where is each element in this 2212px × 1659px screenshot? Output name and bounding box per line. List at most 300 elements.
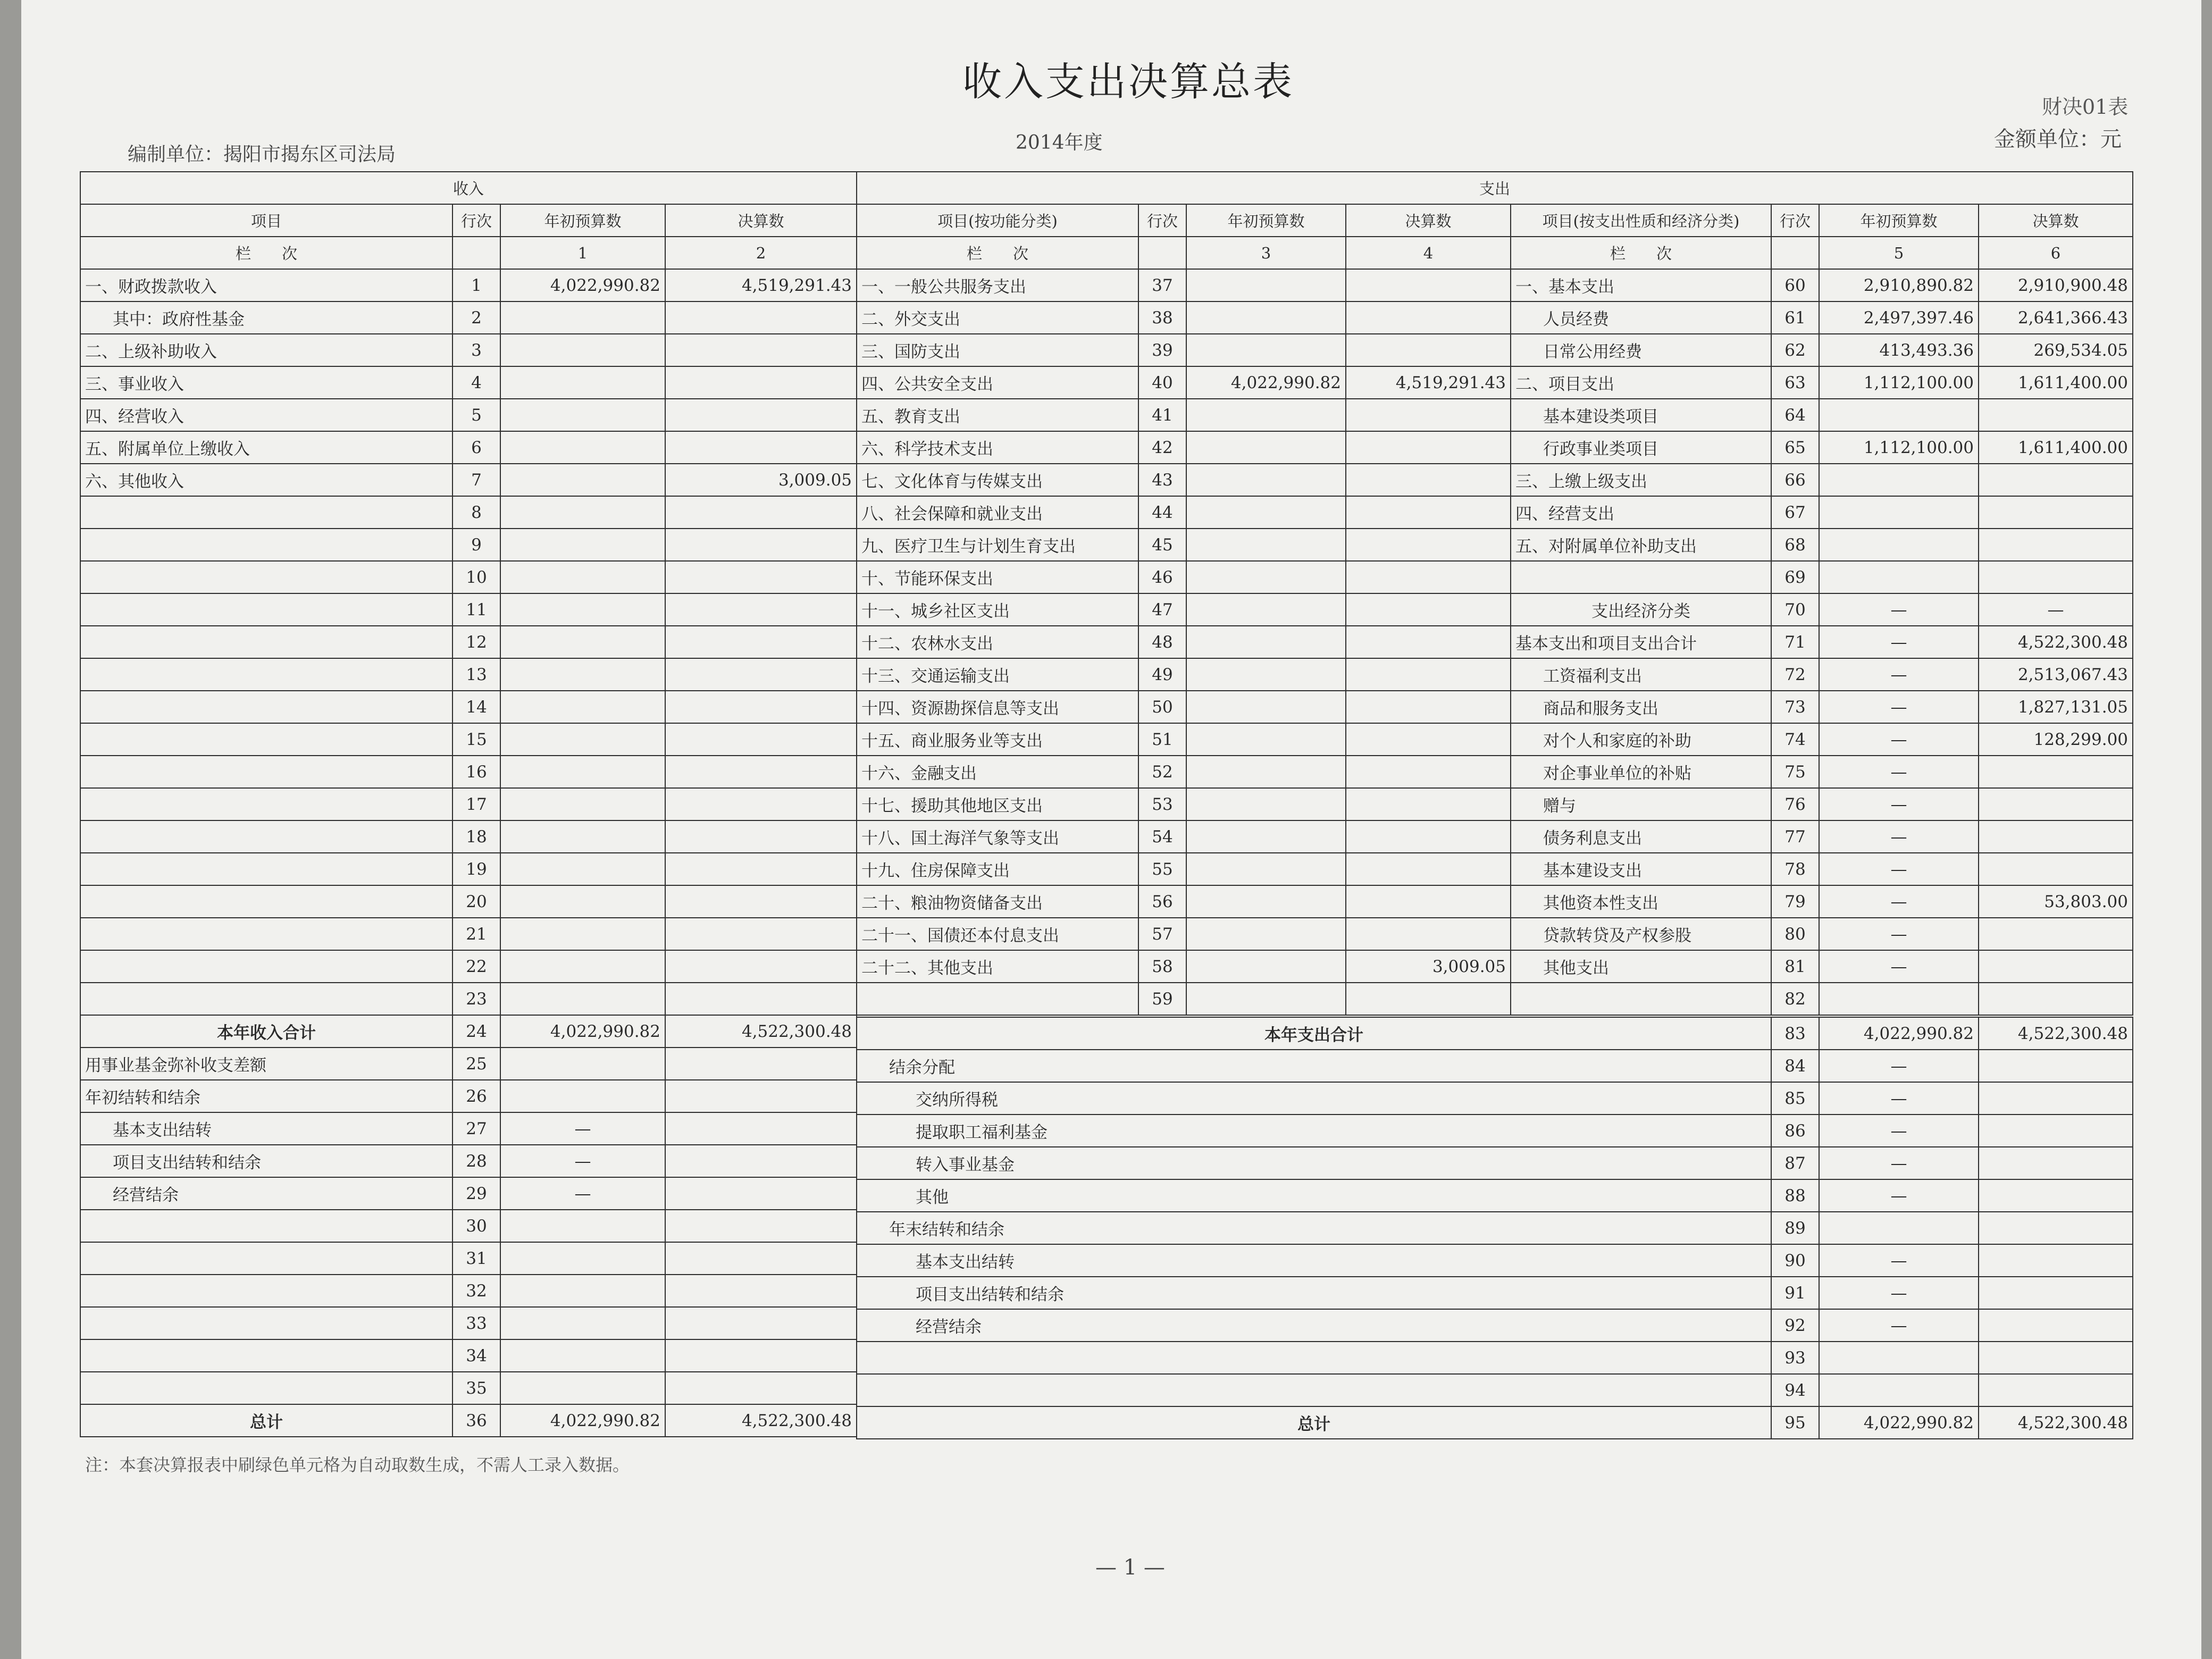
expense-row bbox=[857, 301, 2133, 334]
income-item-label bbox=[80, 1339, 453, 1372]
func-budget-value bbox=[1186, 756, 1346, 788]
income-final-value: 4,522,300.48 bbox=[665, 1015, 857, 1048]
income-row-no: 14 bbox=[453, 691, 500, 723]
expense-summary-row bbox=[857, 1115, 2133, 1147]
income-item-label bbox=[80, 853, 453, 885]
income-final-value bbox=[665, 301, 857, 334]
income-row-no: 13 bbox=[453, 658, 500, 691]
income-budget-value bbox=[500, 1242, 665, 1275]
summary-budget-value: — bbox=[1819, 1277, 1979, 1309]
income-row bbox=[80, 950, 857, 983]
econ-final-value bbox=[1979, 853, 2133, 885]
expense-row bbox=[857, 561, 2133, 593]
summary-budget-value: — bbox=[1819, 1309, 1979, 1342]
econ-row-no: 77 bbox=[1771, 820, 1819, 853]
income-row-no: 4 bbox=[453, 366, 500, 399]
summary-final-value bbox=[1979, 1212, 2133, 1244]
func-item-label: 十七、援助其他地区支出 bbox=[857, 788, 1138, 820]
income-row-no: 24 bbox=[453, 1015, 500, 1048]
econ-budget-value: — bbox=[1819, 788, 1979, 820]
func-final-value: 3,009.05 bbox=[1346, 950, 1511, 983]
income-budget-value bbox=[500, 885, 665, 918]
func-row-no: 40 bbox=[1138, 366, 1186, 399]
econ-final-value: 1,611,400.00 bbox=[1979, 366, 2133, 399]
econ-budget-value: 2,497,397.46 bbox=[1819, 301, 1979, 334]
func-budget-value bbox=[1186, 788, 1346, 820]
econ-item-label: 贷款转贷及产权参股 bbox=[1511, 918, 1771, 950]
income-row-no: 17 bbox=[453, 788, 500, 820]
income-final-value bbox=[665, 431, 857, 464]
income-final-value bbox=[665, 1177, 857, 1210]
income-final-value bbox=[665, 1372, 857, 1404]
summary-row-no: 88 bbox=[1771, 1179, 1819, 1212]
expense-row bbox=[857, 431, 2133, 464]
econ-row-no: 72 bbox=[1771, 658, 1819, 691]
income-row bbox=[80, 756, 857, 788]
func-final-value bbox=[1346, 301, 1511, 334]
summary-item-label: 提取职工福利基金 bbox=[857, 1115, 1771, 1147]
summary-budget-value: — bbox=[1819, 1115, 1979, 1147]
column-index-6: 6 bbox=[1979, 237, 2133, 269]
income-budget-value bbox=[500, 301, 665, 334]
income-item-label: 年初结转和结余 bbox=[80, 1080, 453, 1112]
income-row-no: 27 bbox=[453, 1112, 500, 1145]
income-row-no: 1 bbox=[453, 269, 500, 301]
expense-row bbox=[857, 626, 2133, 658]
summary-final-value bbox=[1979, 1342, 2133, 1374]
summary-row-no: 95 bbox=[1771, 1406, 1819, 1439]
summary-budget-value bbox=[1819, 1212, 1979, 1244]
func-budget-value bbox=[1186, 269, 1346, 301]
summary-item-label bbox=[857, 1374, 1771, 1406]
income-row-no: 2 bbox=[453, 301, 500, 334]
expense-table bbox=[856, 171, 2133, 1016]
summary-item-label: 本年支出合计 bbox=[857, 1017, 1771, 1050]
income-row-no: 31 bbox=[453, 1242, 500, 1275]
income-row bbox=[80, 691, 857, 723]
summary-row-no: 84 bbox=[1771, 1050, 1819, 1082]
income-budget-value: — bbox=[500, 1112, 665, 1145]
income-row-no: 18 bbox=[453, 820, 500, 853]
income-row bbox=[80, 1275, 857, 1307]
income-final-value bbox=[665, 658, 857, 691]
summary-final-value: 4,522,300.48 bbox=[1979, 1017, 2133, 1050]
income-final-value bbox=[665, 1145, 857, 1177]
income-budget-value bbox=[500, 756, 665, 788]
income-item-label bbox=[80, 1307, 453, 1339]
report-sheet bbox=[21, 0, 2201, 1659]
econ-budget-value: — bbox=[1819, 885, 1979, 918]
income-row bbox=[80, 983, 857, 1015]
expense-summary-row bbox=[857, 1017, 2133, 1050]
income-final-value bbox=[665, 593, 857, 626]
expense-row bbox=[857, 366, 2133, 399]
func-final-value bbox=[1346, 918, 1511, 950]
func-row-no: 56 bbox=[1138, 885, 1186, 918]
func-item-label: 九、医疗卫生与计划生育支出 bbox=[857, 529, 1138, 561]
econ-budget-value: — bbox=[1819, 658, 1979, 691]
summary-item-label: 交纳所得税 bbox=[857, 1082, 1771, 1115]
income-budget-value bbox=[500, 1372, 665, 1404]
econ-item-label bbox=[1511, 561, 1771, 593]
expense-row bbox=[857, 334, 2133, 366]
income-final-value bbox=[665, 756, 857, 788]
func-budget-value bbox=[1186, 593, 1346, 626]
econ-budget-value: — bbox=[1819, 626, 1979, 658]
income-budget-value bbox=[500, 431, 665, 464]
compiling-unit: 编制单位：揭阳市揭东区司法局 bbox=[128, 144, 396, 165]
econ-row-no: 81 bbox=[1771, 950, 1819, 983]
func-final-value bbox=[1346, 788, 1511, 820]
func-item-label: 四、公共安全支出 bbox=[857, 366, 1138, 399]
income-budget-value bbox=[500, 399, 665, 431]
col-item: 项目 bbox=[80, 204, 453, 237]
econ-budget-value bbox=[1819, 529, 1979, 561]
econ-budget-value: — bbox=[1819, 853, 1979, 885]
income-row bbox=[80, 1339, 857, 1372]
func-budget-value bbox=[1186, 658, 1346, 691]
income-item-label: 项目支出结转和结余 bbox=[80, 1145, 453, 1177]
summary-item-label: 其他 bbox=[857, 1179, 1771, 1212]
func-budget-value bbox=[1186, 431, 1346, 464]
econ-item-label: 债务利息支出 bbox=[1511, 820, 1771, 853]
econ-row-no: 82 bbox=[1771, 983, 1819, 1015]
income-row bbox=[80, 918, 857, 950]
summary-row-no: 89 bbox=[1771, 1212, 1819, 1244]
summary-final-value bbox=[1979, 1147, 2133, 1179]
summary-budget-value: — bbox=[1819, 1244, 1979, 1277]
column-index-blank bbox=[1138, 237, 1186, 269]
income-row-no: 22 bbox=[453, 950, 500, 983]
econ-final-value: 1,611,400.00 bbox=[1979, 431, 2133, 464]
income-item-label bbox=[80, 950, 453, 983]
income-budget-value: — bbox=[500, 1177, 665, 1210]
income-final-value bbox=[665, 820, 857, 853]
func-final-value bbox=[1346, 431, 1511, 464]
income-final-value bbox=[665, 529, 857, 561]
expense-summary-row bbox=[857, 1147, 2133, 1179]
income-row-no: 23 bbox=[453, 983, 500, 1015]
func-item-label: 二十一、国债还本付息支出 bbox=[857, 918, 1138, 950]
income-row bbox=[80, 464, 857, 496]
func-row-no: 37 bbox=[1138, 269, 1186, 301]
income-item-label bbox=[80, 1210, 453, 1242]
summary-budget-value bbox=[1819, 1374, 1979, 1406]
econ-row-no: 68 bbox=[1771, 529, 1819, 561]
income-final-value bbox=[665, 334, 857, 366]
col-budget: 年初预算数 bbox=[500, 204, 665, 237]
summary-final-value bbox=[1979, 1050, 2133, 1082]
expense-row bbox=[857, 496, 2133, 529]
func-budget-value bbox=[1186, 561, 1346, 593]
income-final-value bbox=[665, 1080, 857, 1112]
income-row bbox=[80, 1015, 857, 1048]
column-index-blank bbox=[1771, 237, 1819, 269]
econ-final-value bbox=[1979, 918, 2133, 950]
func-budget-value bbox=[1186, 464, 1346, 496]
income-budget-value bbox=[500, 1048, 665, 1080]
income-row bbox=[80, 626, 857, 658]
expense-row bbox=[857, 853, 2133, 885]
summary-budget-value: — bbox=[1819, 1050, 1979, 1082]
func-row-no: 58 bbox=[1138, 950, 1186, 983]
income-section-header: 收入 bbox=[80, 172, 857, 204]
income-row bbox=[80, 334, 857, 366]
expense-summary-row bbox=[857, 1342, 2133, 1374]
income-item-label: 二、上级补助收入 bbox=[80, 334, 453, 366]
func-final-value: 4,519,291.43 bbox=[1346, 366, 1511, 399]
econ-row-no: 74 bbox=[1771, 723, 1819, 756]
income-final-value bbox=[665, 983, 857, 1015]
func-budget-value bbox=[1186, 918, 1346, 950]
column-index-3: 3 bbox=[1186, 237, 1346, 269]
expense-summary-row bbox=[857, 1082, 2133, 1115]
income-row-no: 12 bbox=[453, 626, 500, 658]
func-final-value bbox=[1346, 561, 1511, 593]
summary-item-label: 基本支出结转 bbox=[857, 1244, 1771, 1277]
func-final-value bbox=[1346, 983, 1511, 1015]
econ-budget-value: 1,112,100.00 bbox=[1819, 431, 1979, 464]
income-budget-value bbox=[500, 464, 665, 496]
report-title: 收入支出决算总表 bbox=[962, 59, 1294, 105]
income-row bbox=[80, 593, 857, 626]
func-final-value bbox=[1346, 885, 1511, 918]
func-row-no: 45 bbox=[1138, 529, 1186, 561]
income-row-no: 15 bbox=[453, 723, 500, 756]
func-item-label: 二十二、其他支出 bbox=[857, 950, 1138, 983]
summary-row-no: 91 bbox=[1771, 1277, 1819, 1309]
func-item-label: 十五、商业服务业等支出 bbox=[857, 723, 1138, 756]
income-item-label: 其中：政府性基金 bbox=[80, 301, 453, 334]
func-final-value bbox=[1346, 593, 1511, 626]
func-budget-value bbox=[1186, 626, 1346, 658]
income-row-no: 10 bbox=[453, 561, 500, 593]
report-year: 2014年度 bbox=[1016, 132, 1103, 154]
income-budget-value bbox=[500, 658, 665, 691]
expense-row bbox=[857, 788, 2133, 820]
income-budget-value bbox=[500, 1307, 665, 1339]
func-final-value bbox=[1346, 756, 1511, 788]
econ-item-label: 支出经济分类 bbox=[1511, 593, 1771, 626]
func-budget-value bbox=[1186, 853, 1346, 885]
econ-item-label: 日常公用经费 bbox=[1511, 334, 1771, 366]
econ-item-label bbox=[1511, 983, 1771, 1015]
summary-final-value bbox=[1979, 1115, 2133, 1147]
func-item-label bbox=[857, 983, 1138, 1015]
econ-row-no: 80 bbox=[1771, 918, 1819, 950]
summary-item-label: 总计 bbox=[857, 1406, 1771, 1439]
col-final: 决算数 bbox=[1979, 204, 2133, 237]
summary-row-no: 86 bbox=[1771, 1115, 1819, 1147]
income-budget-value: 4,022,990.82 bbox=[500, 1015, 665, 1048]
income-item-label: 本年收入合计 bbox=[80, 1015, 453, 1048]
income-final-value bbox=[665, 1112, 857, 1145]
func-item-label: 十四、资源勘探信息等支出 bbox=[857, 691, 1138, 723]
func-final-value bbox=[1346, 529, 1511, 561]
summary-budget-value: — bbox=[1819, 1082, 1979, 1115]
econ-row-no: 66 bbox=[1771, 464, 1819, 496]
col-row-no: 行次 bbox=[453, 204, 500, 237]
income-item-label: 用事业基金弥补收支差额 bbox=[80, 1048, 453, 1080]
econ-final-value bbox=[1979, 950, 2133, 983]
income-table bbox=[80, 171, 857, 1437]
income-final-value bbox=[665, 723, 857, 756]
income-final-value bbox=[665, 918, 857, 950]
econ-item-label: 对个人和家庭的补助 bbox=[1511, 723, 1771, 756]
column-index-label: 栏 次 bbox=[857, 237, 1138, 269]
expense-summary-row bbox=[857, 1309, 2133, 1342]
func-final-value bbox=[1346, 723, 1511, 756]
income-item-label bbox=[80, 1275, 453, 1307]
summary-budget-value bbox=[1819, 1342, 1979, 1374]
income-item-label: 六、其他收入 bbox=[80, 464, 453, 496]
func-budget-value bbox=[1186, 529, 1346, 561]
form-number: 财决01表 bbox=[2042, 95, 2129, 119]
func-item-label: 十一、城乡社区支出 bbox=[857, 593, 1138, 626]
income-row-no: 30 bbox=[453, 1210, 500, 1242]
econ-budget-value: 1,112,100.00 bbox=[1819, 366, 1979, 399]
expense-summary-row bbox=[857, 1212, 2133, 1244]
func-budget-value bbox=[1186, 496, 1346, 529]
income-row-no: 11 bbox=[453, 593, 500, 626]
income-final-value bbox=[665, 950, 857, 983]
econ-budget-value: — bbox=[1819, 950, 1979, 983]
func-item-label: 二十、粮油物资储备支出 bbox=[857, 885, 1138, 918]
econ-final-value bbox=[1979, 756, 2133, 788]
summary-item-label bbox=[857, 1342, 1771, 1374]
expense-row bbox=[857, 529, 2133, 561]
income-item-label bbox=[80, 1242, 453, 1275]
expense-summary-row bbox=[857, 1374, 2133, 1406]
expense-row bbox=[857, 691, 2133, 723]
amount-unit: 金额单位：元 bbox=[1994, 127, 2122, 152]
income-item-label bbox=[80, 918, 453, 950]
summary-budget-value: — bbox=[1819, 1147, 1979, 1179]
income-row-no: 34 bbox=[453, 1339, 500, 1372]
expense-row bbox=[857, 658, 2133, 691]
summary-item-label: 年末结转和结余 bbox=[857, 1212, 1771, 1244]
income-row bbox=[80, 658, 857, 691]
econ-row-no: 67 bbox=[1771, 496, 1819, 529]
income-final-value: 4,519,291.43 bbox=[665, 269, 857, 301]
econ-row-no: 63 bbox=[1771, 366, 1819, 399]
econ-final-value: 2,910,900.48 bbox=[1979, 269, 2133, 301]
income-budget-value bbox=[500, 561, 665, 593]
income-final-value bbox=[665, 1210, 857, 1242]
income-final-value bbox=[665, 885, 857, 918]
func-final-value bbox=[1346, 820, 1511, 853]
income-row bbox=[80, 529, 857, 561]
func-item-label: 十九、住房保障支出 bbox=[857, 853, 1138, 885]
income-row bbox=[80, 561, 857, 593]
col-row-no: 行次 bbox=[1771, 204, 1819, 237]
econ-row-no: 75 bbox=[1771, 756, 1819, 788]
econ-budget-value bbox=[1819, 464, 1979, 496]
column-index-label: 栏 次 bbox=[1511, 237, 1771, 269]
expense-row bbox=[857, 950, 2133, 983]
func-item-label: 一、一般公共服务支出 bbox=[857, 269, 1138, 301]
summary-budget-value: — bbox=[1819, 1179, 1979, 1212]
func-item-label: 十八、国土海洋气象等支出 bbox=[857, 820, 1138, 853]
income-final-value bbox=[665, 399, 857, 431]
income-row bbox=[80, 1242, 857, 1275]
func-budget-value bbox=[1186, 301, 1346, 334]
func-final-value bbox=[1346, 626, 1511, 658]
econ-final-value: — bbox=[1979, 593, 2133, 626]
income-row-no: 5 bbox=[453, 399, 500, 431]
income-item-label bbox=[80, 658, 453, 691]
econ-item-label: 行政事业类项目 bbox=[1511, 431, 1771, 464]
summary-final-value bbox=[1979, 1082, 2133, 1115]
income-item-label bbox=[80, 691, 453, 723]
income-final-value bbox=[665, 1275, 857, 1307]
econ-row-no: 60 bbox=[1771, 269, 1819, 301]
summary-final-value: 4,522,300.48 bbox=[1979, 1406, 2133, 1439]
column-index-4: 4 bbox=[1346, 237, 1511, 269]
func-budget-value bbox=[1186, 820, 1346, 853]
income-row-no: 29 bbox=[453, 1177, 500, 1210]
summary-final-value bbox=[1979, 1179, 2133, 1212]
expense-summary-row bbox=[857, 1244, 2133, 1277]
income-row-no: 8 bbox=[453, 496, 500, 529]
econ-final-value bbox=[1979, 496, 2133, 529]
income-row-no: 25 bbox=[453, 1048, 500, 1080]
income-final-value bbox=[665, 1307, 857, 1339]
func-final-value bbox=[1346, 334, 1511, 366]
econ-budget-value: — bbox=[1819, 691, 1979, 723]
income-item-label bbox=[80, 1372, 453, 1404]
income-row bbox=[80, 399, 857, 431]
income-budget-value bbox=[500, 1080, 665, 1112]
econ-budget-value bbox=[1819, 399, 1979, 431]
summary-row-no: 90 bbox=[1771, 1244, 1819, 1277]
income-row bbox=[80, 301, 857, 334]
econ-row-no: 78 bbox=[1771, 853, 1819, 885]
econ-item-label: 商品和服务支出 bbox=[1511, 691, 1771, 723]
econ-budget-value: — bbox=[1819, 723, 1979, 756]
income-item-label bbox=[80, 756, 453, 788]
func-row-no: 44 bbox=[1138, 496, 1186, 529]
income-item-label bbox=[80, 561, 453, 593]
econ-final-value bbox=[1979, 983, 2133, 1015]
summary-item-label: 结余分配 bbox=[857, 1050, 1771, 1082]
func-budget-value bbox=[1186, 885, 1346, 918]
func-row-no: 59 bbox=[1138, 983, 1186, 1015]
income-row bbox=[80, 1048, 857, 1080]
income-final-value: 3,009.05 bbox=[665, 464, 857, 496]
expense-summary-table bbox=[856, 1017, 2133, 1439]
econ-item-label: 对企事业单位的补贴 bbox=[1511, 756, 1771, 788]
income-budget-value bbox=[500, 593, 665, 626]
income-budget-value bbox=[500, 950, 665, 983]
econ-item-label: 基本支出和项目支出合计 bbox=[1511, 626, 1771, 658]
econ-row-no: 62 bbox=[1771, 334, 1819, 366]
income-row-no: 19 bbox=[453, 853, 500, 885]
econ-final-value: 269,534.05 bbox=[1979, 334, 2133, 366]
func-item-label: 十三、交通运输支出 bbox=[857, 658, 1138, 691]
func-row-no: 47 bbox=[1138, 593, 1186, 626]
income-row-no: 26 bbox=[453, 1080, 500, 1112]
summary-item-label: 项目支出结转和结余 bbox=[857, 1277, 1771, 1309]
income-row bbox=[80, 723, 857, 756]
expense-row bbox=[857, 820, 2133, 853]
income-row bbox=[80, 885, 857, 918]
income-budget-value bbox=[500, 983, 665, 1015]
income-row-no: 7 bbox=[453, 464, 500, 496]
summary-budget-value: 4,022,990.82 bbox=[1819, 1017, 1979, 1050]
income-row bbox=[80, 1210, 857, 1242]
column-index-1: 1 bbox=[500, 237, 665, 269]
